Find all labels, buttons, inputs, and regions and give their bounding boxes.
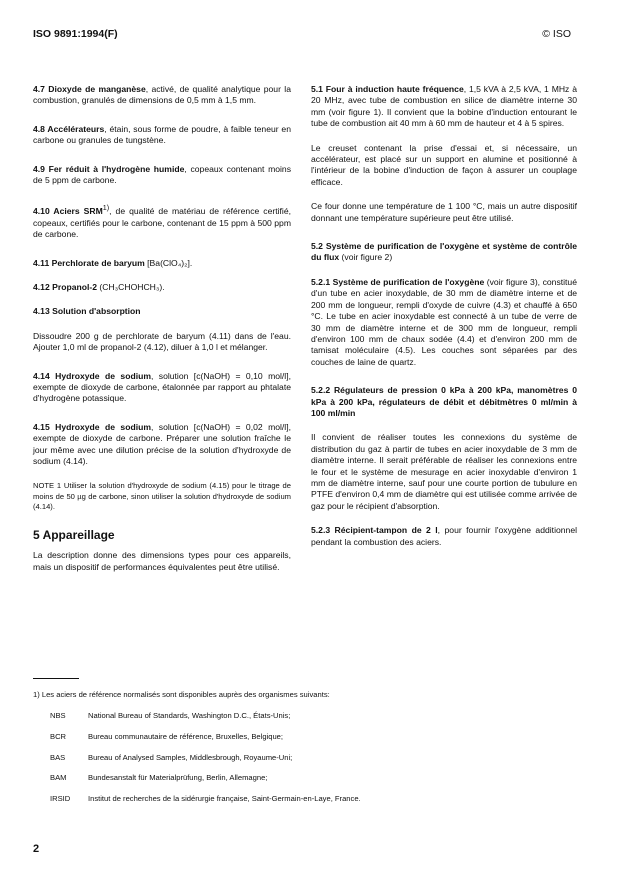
para-4-10: 4.10 Aciers SRM$^{1)}$, de qualité de matériau de référence certifié, copeaux, certifiés pour le carbone, contenant de 15 ppm à 500 ppm de carbone.	[33, 204, 291, 240]
para-5-2-1: 5.2.1 Système de purification de l'oxygène (voir figure 3), constitué d'un tube en acier inoxydable, de 30 mm de diamètre interne et de 200 mm de longueur, rempli d'oxyde de cuivre (4.3) et chauffé à 650 °C. Le tube en acier inoxydable est connecté à un tube de verre de 30 mm de diamètre interne et de 300 mm de longueur, rempli d'environ 100 mm de chaux sodée (4.4) et d'environ 200 mm de tamisat moléculaire (4.5). Les couches sont séparées par des couches de laine de quartz.	[311, 276, 577, 367]
footnote-entry: BAM Bundesanstalt für Materialprüfung, Berlin, Allemagne;	[50, 773, 268, 783]
para-5-2-2-text: Il convient de réaliser toutes les connexions du système de distribution du gaz à partir de tubes en acier inoxydable de 3 mm de diamètre interne. Il serait préférable de réaliser les connexions entre le four et le système de mesurage en acier inoxydable d'environ 1 mm de diamètre interne, sauf pour une courte portion de tubulure en PTFE d'environ 0,4 mm de diamètre qui est utilisée comme arrivée de gaz pour le récipient d'absorption.	[311, 432, 577, 511]
footnote-entry: IRSID Institut de recherches de la sidérurgie française, Saint-Germain-en-Laye, France.	[50, 794, 361, 804]
para-5-1-b: Le creuset contenant la prise d'essai et, si nécessaire, un accélérateur, est placé sur un support en alumine et positionné à l'intérieur de la bobine d'induction de façon à assurer un couplage efficace.	[311, 142, 577, 187]
footnote-entry: BAS Bureau of Analysed Samples, Middlesbrough, Royaume-Uni;	[50, 752, 293, 762]
para-4-11: 4.11 Perchlorate de baryum [Ba(ClO₄)₂].	[33, 257, 193, 268]
para-4-8: 4.8 Accélérateurs, étain, sous forme de poudre, à faible teneur en carbone ou granules de tungstène.	[33, 123, 291, 146]
para-5-1: 5.1 Four à induction haute fréquence, 1,5 kVA à 2,5 kVA, 1 MHz à 20 MHz, avec tube de combustion en silice de diamètre interne 30 mm (voir figure 1). Il convient que la bobine d'induction entourant le tube de combustion ait 40 mm à 60 mm de hauteur et 4 à 5 spires.	[311, 84, 577, 129]
section-5-heading: 5 Appareillage	[33, 528, 115, 542]
para-4-14: 4.14 Hydroxyde de sodium, solution [c(NaOH) = 0,10 mol/l], exempte de dioxyde de carbone, étalonnée par rapport au phtalate d'hydrogène potassique.	[33, 370, 291, 404]
para-4-15: 4.15 Hydroxyde de sodium, solution [c(NaOH) = 0,02 mol/l], exempte de dioxyde de carbone. Préparer une solution fraîche le jour même avec une dilution précise de la solution d'hydroxyde de sodium (4.14).	[33, 421, 291, 466]
standard-header: ISO 9891:1994(F)	[33, 28, 118, 40]
para-5-2: 5.2 Système de purification de l'oxygène et système de contrôle du flux (voir figure 2)	[311, 241, 577, 263]
left-column	[33, 84, 291, 573]
page-number: 2	[33, 843, 40, 855]
footnote-entry: BCR Bureau communautaire de référence, Bruxelles, Belgique;	[50, 731, 284, 741]
para-5-2-2-title: 5.2.2 Régulateurs de pression 0 kPa à 200 kPa, manomètres 0 kPa à 200 kPa, régulateurs de débit et débitmètres 0 ml/min à 100 ml/min	[311, 385, 577, 418]
footnote-entry: NBS National Bureau of Standards, Washington D.C., États-Unis;	[50, 711, 291, 720]
footnote-ref: 1)	[102, 204, 110, 213]
section-5-text: La description donne des dimensions types pour ces appareils, mais un dispositif de performances équivalentes peut être utilisé.	[33, 550, 291, 572]
para-5-1-c: Ce four donne une température de 1 100 °C, mais un autre dispositif donnant une température supérieure peut être utilisé.	[311, 201, 577, 223]
para-5-2-3: 5.2.3 Récipient-tampon de 2 l, pour fournir l'oxygène additionnel pendant la combustion des aciers.	[311, 525, 578, 547]
para-4-13-text: Dissoudre 200 g de perchlorate de baryum (4.11) dans de l'eau. Ajouter 1,0 ml de propanol-2 (4.12), diluer à 1,0 l et mélanger.	[33, 330, 291, 353]
para-4-12: 4.12 Propanol-2 (CH₃CHOHCH₃).	[33, 281, 165, 292]
para-4-9: 4.9 Fer réduit à l'hydrogène humide, copeaux contenant moins de 5 ppm de carbone.	[33, 163, 292, 186]
note-1: NOTE 1 Utiliser la solution d'hydroxyde de sodium (4.15) pour le titrage de moins de 50 µg de carbone, sinon utiliser la solution d'hydroxyde de sodium (4.14).	[33, 481, 291, 511]
right-column	[311, 84, 577, 548]
footnote	[33, 690, 593, 815]
para-4-7: 4.7 Dioxyde de manganèse, activé, de qualité analytique pour la combustion, granulés de dimensions de 0,5 mm à 1,5 mm.	[33, 84, 291, 106]
para-4-13-title: 4.13 Solution d'absorption	[33, 306, 141, 317]
footnote-rule	[33, 678, 79, 679]
footnote-intro: 1) Les aciers de référence normalisés sont disponibles auprès des organismes suivants:	[33, 690, 330, 699]
copyright-header: © ISO	[542, 28, 571, 40]
